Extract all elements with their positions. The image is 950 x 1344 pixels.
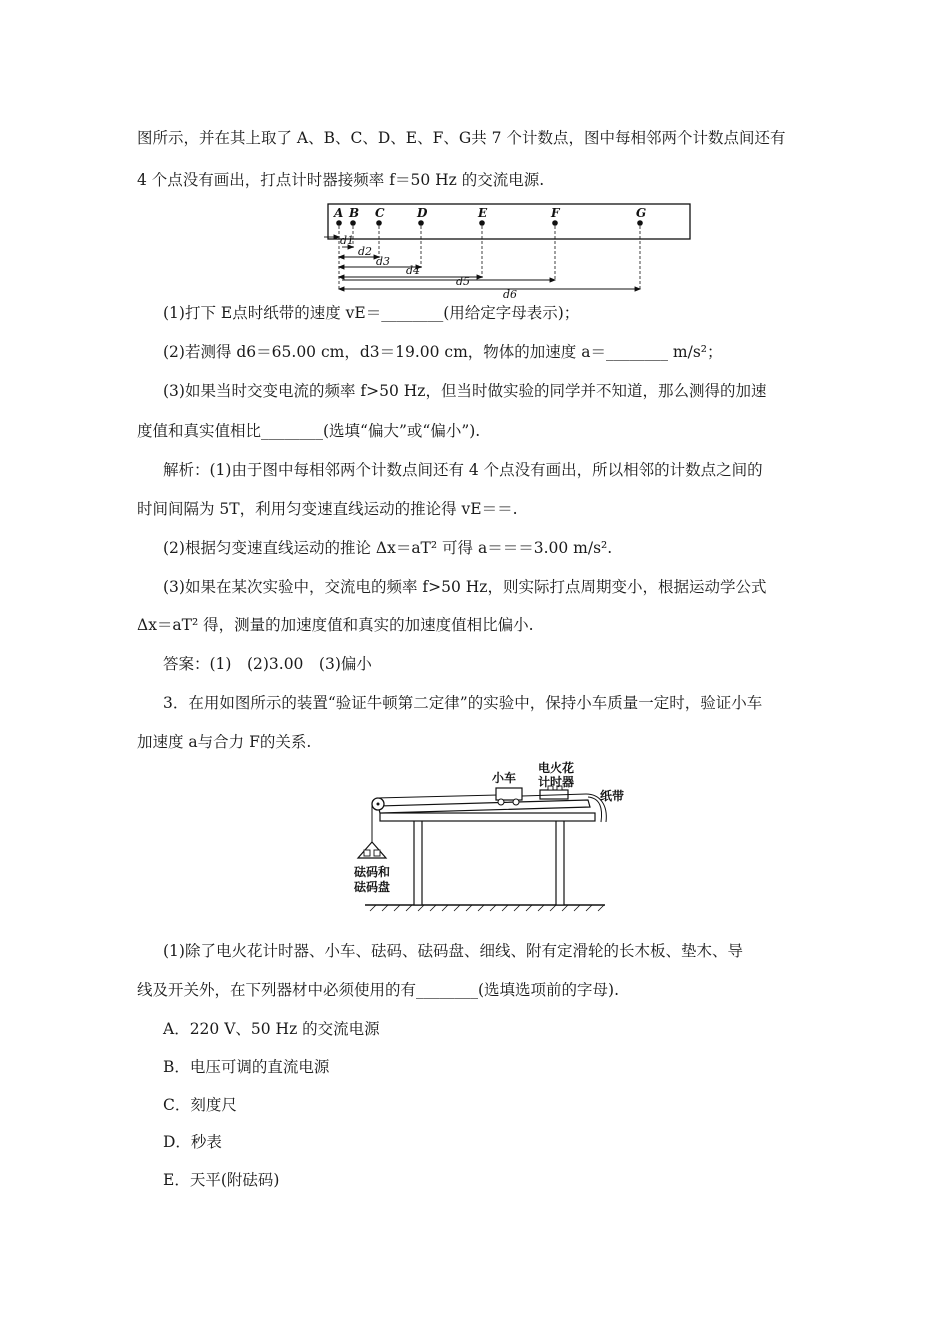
solution-line: Δx＝aT² 得，测量的加速度值和真实的加速度值相比偏小.	[137, 616, 534, 634]
tape-dot-a	[336, 220, 342, 226]
ticker-tape-figure	[318, 200, 698, 300]
question-3-line-2: 度值和真实值相比________(选填“偏大”或“偏小”).	[137, 422, 481, 440]
sub-question-line: 线及开关外，在下列器材中必须使用的有________(选填选项前的字母).	[137, 981, 620, 999]
problem-3-line-2: 加速度 a与合力 F的关系.	[137, 733, 312, 751]
problem-3-line-1: 3．在用如图所示的装置“验证牛顿第二定律”的实验中，保持小车质量一定时，验证小车	[163, 694, 763, 712]
text-line: 图所示，并在其上取了 A、B、C、D、E、F、G共 7 个计数点，图中每相邻两个计数点间还有	[137, 129, 786, 147]
option-e: E．天平(附砝码)	[163, 1171, 280, 1189]
label-timer-1: 电火花	[538, 761, 575, 775]
question-2: (2)若测得 d6＝65.00 cm，d3＝19.00 cm，物体的加速度 a＝________ m/s²；	[163, 343, 723, 361]
distance-label-d1: d1	[340, 234, 355, 247]
question-3-line-1: (3)如果当时交变电流的频率 f>50 Hz，但当时做实验的同学并不知道，那么测得的加速	[163, 382, 767, 400]
option-d: D．秒表	[163, 1133, 222, 1151]
point-label-e: E	[478, 206, 488, 220]
point-label-c: C	[375, 206, 385, 220]
option-b: B．电压可调的直流电源	[163, 1058, 330, 1076]
tape-dot-d	[418, 220, 424, 226]
text-line: 4 个点没有画出，打点计时器接频率 f＝50 Hz 的交流电源.	[137, 171, 545, 189]
point-label-f: F	[551, 206, 560, 220]
solution-line: (3)如果在某次实验中，交流电的频率 f>50 Hz，则实际打点周期变小，根据运动学公式	[163, 578, 767, 596]
distance-label-d3: d3	[376, 255, 391, 268]
label-tape: 纸带	[600, 789, 625, 803]
tape-dot-b	[350, 220, 356, 226]
label-cart: 小车	[492, 771, 517, 785]
answer-line: 答案：(1) (2)3.00 (3)偏小	[163, 655, 372, 673]
point-label-d: D	[417, 206, 428, 220]
question-1: (1)打下 E点时纸带的速度 vE＝________(用给定字母表示)；	[163, 304, 580, 322]
tape-dot-c	[376, 220, 382, 226]
solution-line: (2)根据匀变速直线运动的推论 Δx＝aT² 可得 a＝＝＝3.00 m/s².	[163, 539, 613, 557]
point-label-g: G	[636, 206, 647, 220]
apparatus-figure	[350, 760, 630, 915]
tape-dot-f	[552, 220, 558, 226]
label-weights-1: 砝码和	[354, 865, 391, 879]
solution-line: 解析：(1)由于图中每相邻两个计数点间还有 4 个点没有画出，所以相邻的计数点之间的	[163, 461, 763, 479]
tape-dot-e	[479, 220, 485, 226]
option-c: C．刻度尺	[163, 1096, 237, 1114]
label-timer-2: 计时器	[538, 775, 575, 789]
distance-label-d4: d4	[406, 264, 421, 277]
sub-question-line: (1)除了电火花计时器、小车、砝码、砝码盘、细线、附有定滑轮的长木板、垫木、导	[163, 942, 743, 960]
point-label-b: B	[349, 206, 360, 220]
solution-line: 时间间隔为 5T，利用匀变速直线运动的推论得 vE＝＝.	[137, 500, 518, 518]
label-weights-2: 砝码盘	[354, 880, 391, 894]
distance-label-d6: d6	[503, 288, 518, 300]
distance-label-d5: d5	[456, 275, 471, 288]
option-a: A．220 V、50 Hz 的交流电源	[163, 1020, 380, 1038]
distance-label-d2: d2	[358, 245, 373, 258]
point-label-a: A	[334, 206, 344, 220]
tape-dot-g	[637, 220, 643, 226]
